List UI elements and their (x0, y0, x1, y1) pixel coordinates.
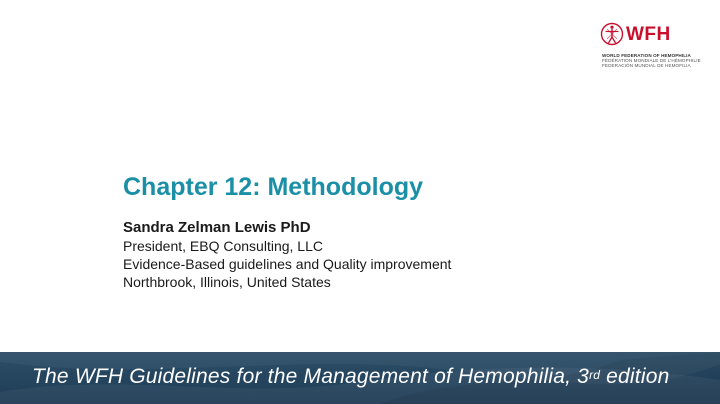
logo-org-name-fr: FÉDÉRATION MONDIALE DE L'HÉMOPHILIE (602, 58, 701, 63)
wfh-figure-logo-icon (600, 22, 624, 46)
author-affiliation-line: President, EBQ Consulting, LLC (123, 238, 323, 254)
logo-org-name-en: WORLD FEDERATION OF HEMOPHILIA (602, 53, 691, 58)
banner-title (32, 364, 669, 390)
logo-org-name-es: FEDERACIÓN MUNDIAL DE HEMOFILIA (602, 63, 691, 68)
author-affiliation-line: Evidence-Based guidelines and Quality improvement (123, 256, 452, 272)
chapter-title: Chapter 12: Methodology (123, 173, 424, 201)
author-name: Sandra Zelman Lewis PhD (123, 219, 311, 236)
author-affiliation-line: Northbrook, Illinois, United States (123, 274, 331, 290)
banner-title-main: The WFH Guidelines for the Management of Hemophilia, 3 (32, 365, 590, 388)
logo-wordmark: WFH (626, 24, 671, 45)
banner-title-superscript: rd (589, 368, 601, 382)
banner-title-end: edition (600, 365, 670, 388)
wfh-logo (600, 22, 712, 72)
footer-banner (0, 352, 720, 404)
